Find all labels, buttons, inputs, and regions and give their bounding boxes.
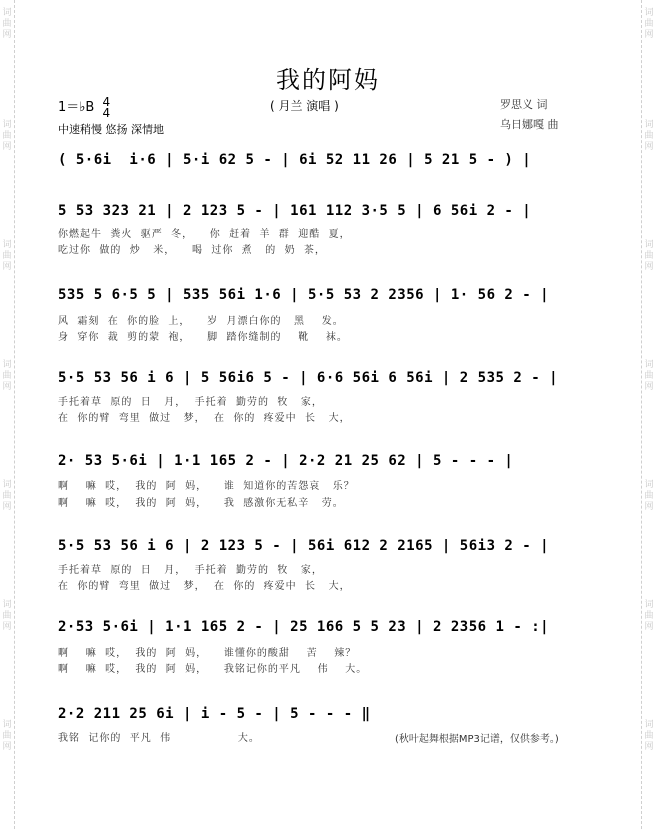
watermark-strip-right [641, 0, 656, 829]
lyric-line: 身 穿你 裁 剪的蒙 袍， 脚 踏你缝制的 靴 袜。 [58, 332, 348, 343]
time-sig-top: 4 [102, 94, 111, 109]
watermark-text: 词曲网 [2, 360, 12, 392]
watermark-text: 词曲网 [2, 240, 12, 272]
lyric-line: 啊 嘛 哎， 我的 阿 妈， 我 感激你无私辛 劳。 [58, 498, 344, 509]
watermark-text: 词曲网 [644, 360, 654, 392]
lyric-line: 我铭 记你的 平凡 伟 大。 [58, 733, 260, 744]
notation-line: ( 5·6i i·6 | 5·i 62 5 - | 6i 52 11 26 | 5 21 5 - ) | [58, 152, 532, 168]
lyric-line: 在 你的臂 弯里 做过 梦， 在 你的 疼爱中 长 大， [58, 581, 351, 592]
notation-line: 2·53 5·6i | 1·1 165 2 - | 25 166 5 5 23 | 2 2356 1 - :| [58, 619, 550, 635]
key-signature [58, 96, 110, 119]
lyric-line: 啊 嘛 哎， 我的 阿 妈， 谁懂你的酸甜 苦 辣？ [58, 648, 357, 659]
song-title: 我的阿妈 [276, 66, 380, 94]
notation-line: 5 53 323 21 | 2 123 5 - | 161 112 3·5 5 | 6 56i 2 - | [58, 203, 532, 219]
notation-line: 5·5 53 56 i 6 | 2 123 5 - | 56i 612 2 2165 | 56i3 2 - | [58, 538, 550, 554]
performer: ( 月兰 演唱 ) [270, 99, 339, 113]
notation-line: 5·5 53 56 i 6 | 5 56i6 5 - | 6·6 56i 6 56i | 2 535 2 - | [58, 370, 559, 386]
key-label: 1＝♭B [58, 100, 95, 115]
transcription-note: (秋叶起舞根据MP3记谱，仅供参考。) [395, 734, 559, 745]
watermark-text: 词曲网 [644, 240, 654, 272]
watermark-text: 词曲网 [2, 600, 12, 632]
notation-line: 535 5 6·5 5 | 535 56i 1·6 | 5·5 53 2 2356 | 1· 56 2 - | [58, 287, 550, 303]
watermark-text: 词曲网 [2, 120, 12, 152]
notation-line: 2·2 211 25 6i | i - 5 - | 5 - - - ‖ [58, 706, 371, 722]
watermark-text: 词曲网 [644, 120, 654, 152]
watermark-text: 词曲网 [2, 720, 12, 752]
time-sig-bottom: 4 [102, 105, 111, 120]
composer: 乌日娜嘎 曲 [500, 118, 559, 131]
credits [500, 95, 559, 135]
lyric-line: 手托着草 原的 日 月， 手托着 勤劳的 牧 家， [58, 397, 323, 408]
lyric-line: 吃过你 做的 炒 米， 喝 过你 煮 的 奶 茶， [58, 245, 326, 256]
lyric-line: 在 你的臂 弯里 做过 梦， 在 你的 疼爱中 长 大， [58, 413, 351, 424]
lyric-line: 手托着草 原的 日 月， 手托着 勤劳的 牧 家， [58, 565, 323, 576]
watermark-text: 词曲网 [644, 8, 654, 40]
watermark-text: 词曲网 [644, 600, 654, 632]
watermark-text: 词曲网 [2, 480, 12, 512]
watermark-text: 词曲网 [2, 8, 12, 40]
watermark-text: 词曲网 [644, 720, 654, 752]
tempo-marking: 中速稍慢 悠扬 深情地 [58, 123, 164, 136]
lyric-line: 你燃起牛 粪火 驱严 冬， 你 赶着 羊 群 迎酷 夏， [58, 229, 351, 240]
time-signature [102, 94, 111, 120]
lyric-line: 风 霜刻 在 你的脸 上， 岁 月漂白你的 黑 发。 [58, 316, 344, 327]
watermark-strip-left [0, 0, 15, 829]
lyric-line: 啊 嘛 哎， 我的 阿 妈， 谁 知道你的苦怨哀 乐？ [58, 481, 355, 492]
lyricist: 罗思义 词 [500, 98, 548, 111]
watermark-text: 词曲网 [644, 480, 654, 512]
lyric-line: 啊 嘛 哎， 我的 阿 妈， 我铭记你的平凡 伟 大。 [58, 664, 368, 675]
notation-line: 2· 53 5·6i | 1·1 165 2 - | 2·2 21 25 62 | 5 - - - | [58, 453, 514, 469]
